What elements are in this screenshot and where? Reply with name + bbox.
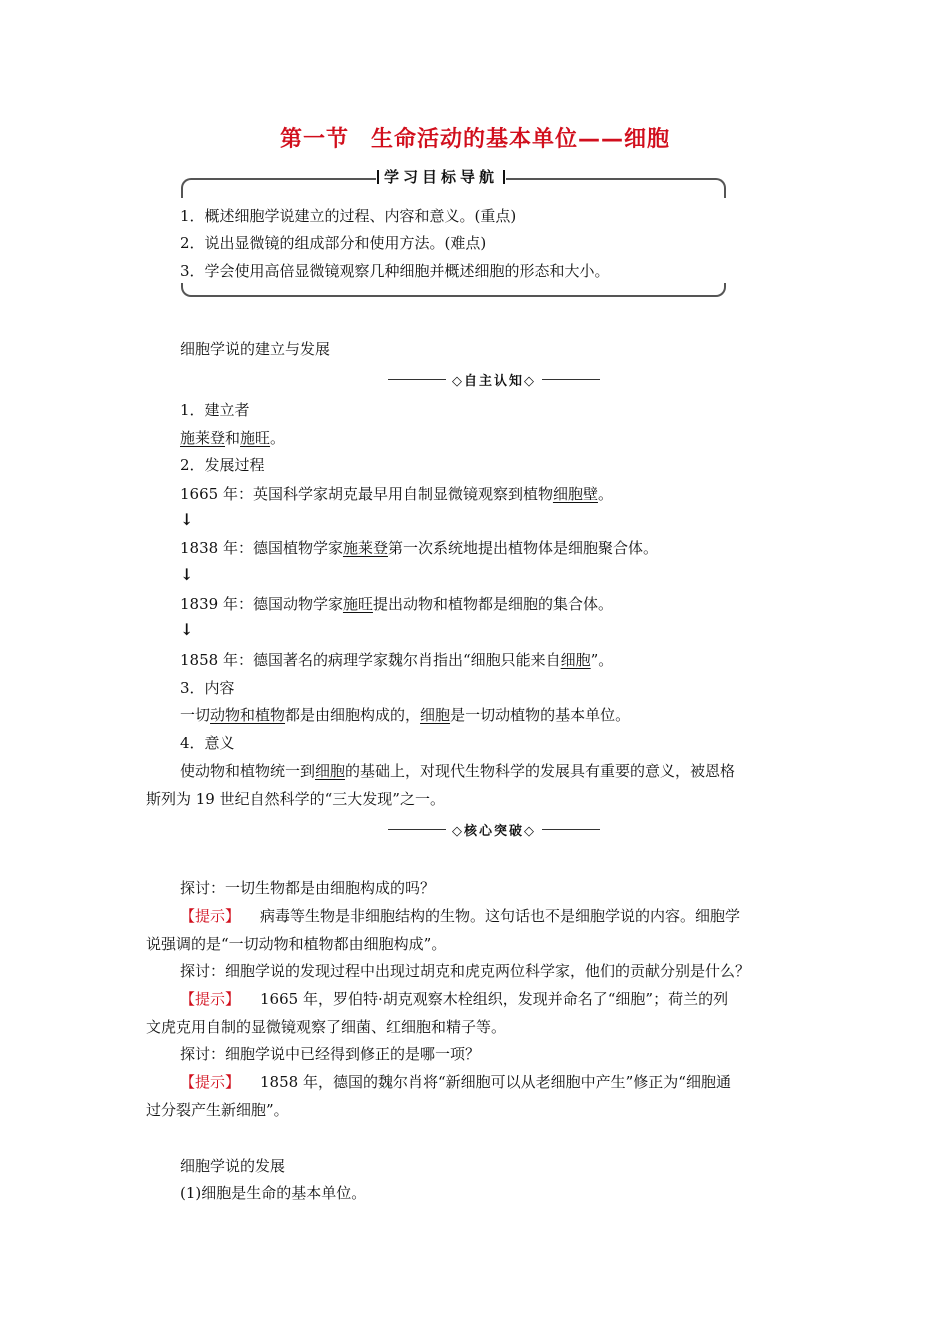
subheading-founder: 1．建立者 [180,401,250,419]
goal-item: 1．概述细胞学说建立的过程、内容和意义。(重点) [180,207,517,225]
hint-label: 【提示】 [180,1073,241,1091]
answer-blank: 细胞 [560,651,591,669]
title-section-number: 第一节 [279,127,349,152]
answer-1-line-2: 说强调的是“一切动物和植物都由细胞构成”。 [146,935,447,953]
down-arrow-icon: ↓ [180,620,194,639]
answer-2-line-2: 文虎克用自制的显微镜观察了细菌、红细胞和精子等。 [146,1018,507,1036]
answer-3-line-1: 【提示】 1858 年，德国的魏尔肖将“新细胞可以从老细胞中产生”修正为“细胞通 [180,1073,731,1091]
answer-blank: 动物和植物 [210,706,286,724]
goal-item: 2．说出显微镜的组成部分和使用方法。(难点) [180,234,487,252]
answer-2-line-1: 【提示】 1665 年，罗伯特·胡克观察木栓组织，发现并命名了“细胞”；荷兰的列 [180,990,729,1008]
page-title [0,122,950,153]
down-arrow-icon: ↓ [180,565,194,584]
timeline-1858: 1858 年：德国著名的病理学家魏尔肖指出“细胞只能来自细胞”。 [180,651,614,669]
hint-label: 【提示】 [180,907,241,925]
hint-label: 【提示】 [180,990,241,1008]
divider-core-breakthrough: ◇核心突破◇ [388,820,600,840]
answer-blank: 施旺 [240,429,271,447]
divider-rule [542,379,600,380]
subheading-process: 2．发展过程 [180,456,265,474]
answer-blank: 施莱登 [342,539,388,557]
timeline-1839: 1839 年：德国动物学家施旺提出动物和植物都是细胞的集合体。 [180,595,613,613]
divider-rule [388,379,446,380]
goals-box-bottom-border [181,283,726,297]
divider-self-study: ◇自主认知◇ [388,370,600,390]
content-line: 一切动物和植物都是由细胞构成的，细胞是一切动植物的基本单位。 [180,706,631,724]
question-2: 探讨：细胞学说的发现过程中出现过胡克和虎克两位科学家，他们的贡献分别是什么？ [180,962,751,980]
section-heading: 细胞学说的发展 [180,1157,286,1175]
down-arrow-icon: ↓ [180,510,194,529]
answer-blank: 施莱登 [180,429,226,447]
answer-1-line-1: 【提示】 病毒等生物是非细胞结构的生物。这句话也不是细胞学说的内容。细胞学 [180,907,741,925]
divider-rule [388,829,446,830]
divider-label: 自主认知 [463,374,524,389]
founder-line: 施莱登和施旺。 [180,429,286,447]
answer-blank: 细胞 [420,706,451,724]
answer-blank: 细胞壁 [552,485,598,503]
list-item: (1)细胞是生命的基本单位。 [180,1184,367,1202]
goal-item: 3．学会使用高倍显微镜观察几种细胞并概述细胞的形态和大小。 [180,262,610,280]
meaning-line-1: 使动物和植物统一到细胞的基础上，对现代生物科学的发展具有重要的意义，被恩格 [180,762,736,780]
subheading-content: 3．内容 [180,679,235,697]
question-3: 探讨：细胞学说中已经得到修正的是哪一项？ [180,1045,481,1063]
divider-label: 核心突破 [463,824,524,839]
answer-3-line-2: 过分裂产生新细胞”。 [146,1101,289,1119]
subheading-meaning: 4．意义 [180,734,235,752]
timeline-1665: 1665 年：英国科学家胡克最早用自制显微镜观察到植物细胞壁。 [180,485,613,503]
title-text: 生命活动的基本单位——细胞 [371,127,671,152]
answer-blank: 细胞 [315,762,346,780]
section-heading: 细胞学说的建立与发展 [180,340,331,358]
answer-blank: 施旺 [342,595,373,613]
goals-label: 学习目标导航 [376,166,506,187]
question-1: 探讨：一切生物都是由细胞构成的吗？ [180,879,436,897]
divider-rule [542,829,600,830]
timeline-1838: 1838 年：德国植物学家施莱登第一次系统地提出植物体是细胞聚合体。 [180,539,658,557]
meaning-line-2: 斯列为 19 世纪自然科学的“三大发现”之一。 [146,790,445,808]
